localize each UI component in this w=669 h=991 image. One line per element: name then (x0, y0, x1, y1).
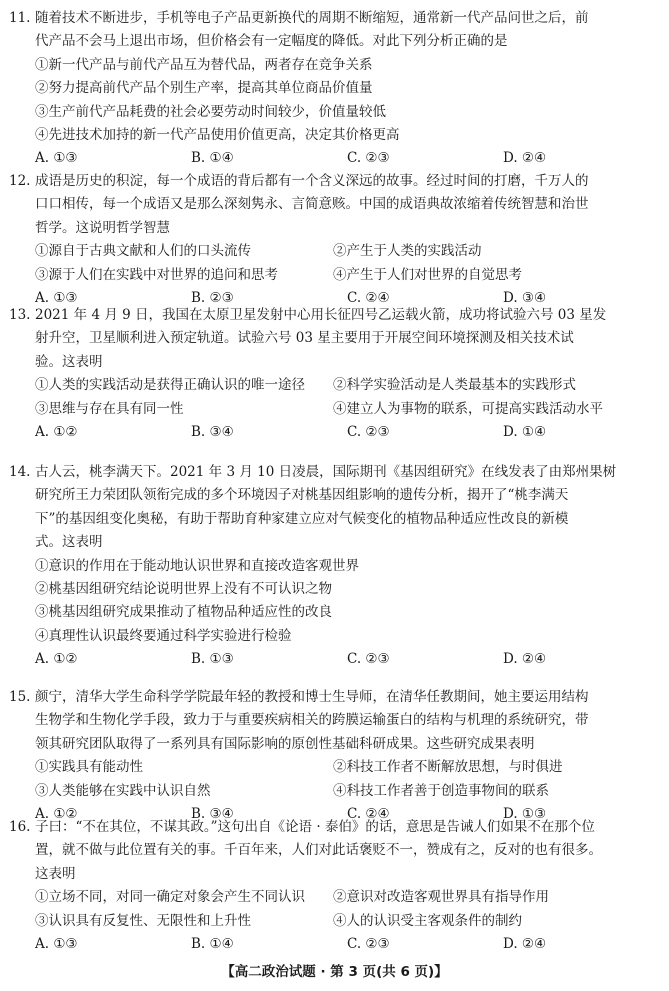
statement: ②努力提高前代产品个别生产率，提高其单位商品价值量 (35, 80, 373, 97)
statement: ②科学实验活动是人类最基本的实践形式 (333, 377, 576, 394)
statement: ④真理性认识最终要通过科学实验进行检验 (35, 627, 292, 644)
question-stem-line (9, 461, 659, 484)
question-stem-line (9, 863, 659, 886)
stem-text: 研究所王力荣团队领衔完成的多个环境因子对桃基因组影响的遗传分析，揭开了“桃李满天 (35, 487, 569, 504)
question-number: 16. (9, 819, 31, 835)
stem-text: 古人云，桃李满天下。2021 年 3 月 10 日凌晨，国际期刊《基因组研究》在线发表了由郑州果树 (35, 464, 617, 480)
answer-option: B. ①③ (191, 651, 234, 668)
question-stem-line (9, 733, 659, 756)
question-number: 11. (9, 10, 31, 26)
statement: ②意识对改造客观世界具有指导作用 (333, 889, 549, 906)
statement: ②产生于人类的实践活动 (333, 243, 482, 260)
stem-text: 颜宁，清华大学生命科学学院最年轻的教授和博士生导师，在清华任教期间，她主要运用结构 (35, 689, 589, 705)
answer-option: C. ②③ (347, 935, 390, 952)
stem-text: 随着技术不断进步，手机等电子产品更新换代的周期不断缩短，通常新一代产品问世之后，前 (35, 10, 589, 26)
statement-row (9, 240, 659, 263)
statement: ④人的认识受主客观条件的制约 (333, 912, 522, 929)
stem-text: 射升空，卫星顺利进入预定轨道。试验六号 03 星主要用于开展空间环境探测及相关技术试 (35, 330, 574, 347)
statement-row (9, 780, 659, 803)
statement: ①人类的实践活动是获得正确认识的唯一途径 (35, 377, 305, 394)
answer-option: C. ②③ (347, 651, 390, 668)
statement: ③生产前代产品耗费的社会必要劳动时间较少，价值量较低 (35, 103, 386, 120)
question-stem-line (9, 686, 659, 709)
answer-options (9, 421, 659, 444)
statement-row (9, 886, 659, 909)
stem-text: 成语是历史的积淀，每一个成语的背后都有一个含义深远的故事。经过时间的打磨，千万人的 (35, 173, 589, 189)
answer-option: D. ①④ (503, 423, 547, 440)
answer-option: C. ②④ (347, 805, 390, 822)
statement-row (9, 756, 659, 779)
stem-text: 子曰：“不在其位，不谋其政。”这句出自《论语 · 泰伯》的话，意思是告诫人们如果不在那个位 (35, 819, 595, 835)
question-stem-line (9, 170, 659, 193)
stem-text: 领其研究团队取得了一系列具有国际影响的原创性基础科研成果。这些研究成果表明 (35, 735, 535, 752)
question-11 (9, 7, 659, 171)
statement: ②桃基因组研究结论说明世界上没有不可认识之物 (35, 580, 332, 597)
question-15 (9, 686, 659, 826)
stem-text: 这表明 (35, 865, 76, 882)
statement: ④先进技术加持的新一代产品使用价值更高，决定其价格更高 (35, 126, 400, 143)
question-number: 14. (9, 464, 31, 480)
answer-option: A. ①② (35, 651, 78, 668)
question-stem-line (9, 484, 659, 507)
stem-text: 生物学和生物化学手段，致力于与重要疾病相关的跨膜运输蛋白的结构与机理的系统研究，带 (35, 712, 589, 729)
stem-text: 哲学。这说明哲学智慧 (35, 219, 170, 236)
answer-option: A. ①③ (35, 935, 78, 952)
question-stem-line (9, 709, 659, 732)
question-stem-line (9, 508, 659, 531)
answer-option: D. ③④ (503, 289, 547, 306)
answer-option: C. ②④ (347, 289, 390, 306)
statement: ①意识的作用在于能动地认识世界和直接改造客观世界 (35, 557, 359, 574)
answer-option: C. ②③ (347, 150, 390, 167)
answer-option: A. ①③ (35, 150, 78, 167)
question-number: 15. (9, 689, 31, 705)
statement-row (9, 264, 659, 287)
answer-option: B. ①④ (191, 935, 234, 952)
statement: ③人类能够在实践中认识自然 (35, 782, 211, 799)
answer-options (9, 648, 659, 671)
answer-option: B. ③④ (191, 805, 234, 822)
answer-option: D. ②④ (503, 935, 547, 952)
question-13 (9, 304, 659, 444)
statement-row (9, 910, 659, 933)
answer-option: A. ①② (35, 805, 78, 822)
answer-option: D. ①③ (503, 805, 547, 822)
statement: ③源于人们在实践中对世界的追问和思考 (35, 266, 278, 283)
question-16 (9, 816, 659, 956)
statement: ③桃基因组研究成果推动了植物品种适应性的改良 (35, 604, 332, 621)
question-number: 12. (9, 173, 31, 189)
stem-text: 代产品不会马上退出市场，但价格会有一定幅度的降低。对此下列分析正确的是 (35, 33, 508, 50)
question-14 (9, 461, 659, 672)
answer-option: A. ①② (35, 423, 78, 440)
statement: ④建立人为事物的联系，可提高实践活动水平 (333, 400, 603, 417)
answer-option: B. ①④ (191, 150, 234, 167)
question-number: 13. (9, 307, 31, 323)
answer-options (9, 933, 659, 956)
stem-text: 2021 年 4 月 9 日，我国在太原卫星发射中心用长征四号乙运载火箭，成功将试验六号 03 星发 (35, 307, 607, 323)
statement-row (9, 374, 659, 397)
answer-option: A. ①③ (35, 289, 78, 306)
statement: ①立场不同，对同一确定对象会产生不同认识 (35, 889, 305, 906)
question-stem-line (9, 304, 659, 327)
answer-option: D. ②④ (503, 150, 547, 167)
question-stem-line (9, 351, 659, 374)
question-stem-line (9, 327, 659, 350)
question-stem-line (9, 193, 659, 216)
question-stem-line (9, 531, 659, 554)
question-stem-line (9, 816, 659, 839)
statement: ③认识具有反复性、无限性和上升性 (35, 912, 251, 929)
page-footer: 【高二政治试题 · 第 3 页(共 6 页)】 (221, 964, 448, 980)
statement: ①实践具有能动性 (35, 759, 143, 776)
question-stem-line (9, 7, 659, 30)
answer-option: B. ②③ (191, 289, 234, 306)
question-stem-line (9, 839, 659, 862)
statement: ④科技工作者善于创造事物间的联系 (333, 782, 549, 799)
answer-options (9, 147, 659, 170)
question-stem-line (9, 217, 659, 240)
answer-option: D. ②④ (503, 651, 547, 668)
question-12 (9, 170, 659, 310)
stem-text: 验。这表明 (35, 353, 103, 370)
answer-option: B. ③④ (191, 423, 234, 440)
question-stem-line (9, 30, 659, 53)
stem-text: 口口相传，每一个成语又是那么深刻隽永、言简意赅。中国的成语典故浓缩着传统智慧和治世 (35, 196, 589, 213)
statement: ④产生于人们对世界的自觉思考 (333, 266, 522, 283)
answer-option: C. ②③ (347, 423, 390, 440)
statement: ①新一代产品与前代产品互为替代品，两者存在竞争关系 (35, 56, 373, 73)
statement: ③思维与存在具有同一性 (35, 400, 184, 417)
statement-row (9, 398, 659, 421)
stem-text: 式。这表明 (35, 534, 103, 551)
statement: ②科技工作者不断解放思想，与时俱进 (333, 759, 563, 776)
statement: ①源自于古典文献和人们的口头流传 (35, 243, 251, 260)
stem-text: 置，就不做与此位置有关的事。千百年来，人们对此话褒贬不一，赞成有之，反对的也有很多。 (35, 842, 602, 859)
stem-text: 下”的基因组变化奥秘，有助于帮助育种家建立应对气候变化的植物品种适应性改良的新模 (35, 510, 569, 527)
